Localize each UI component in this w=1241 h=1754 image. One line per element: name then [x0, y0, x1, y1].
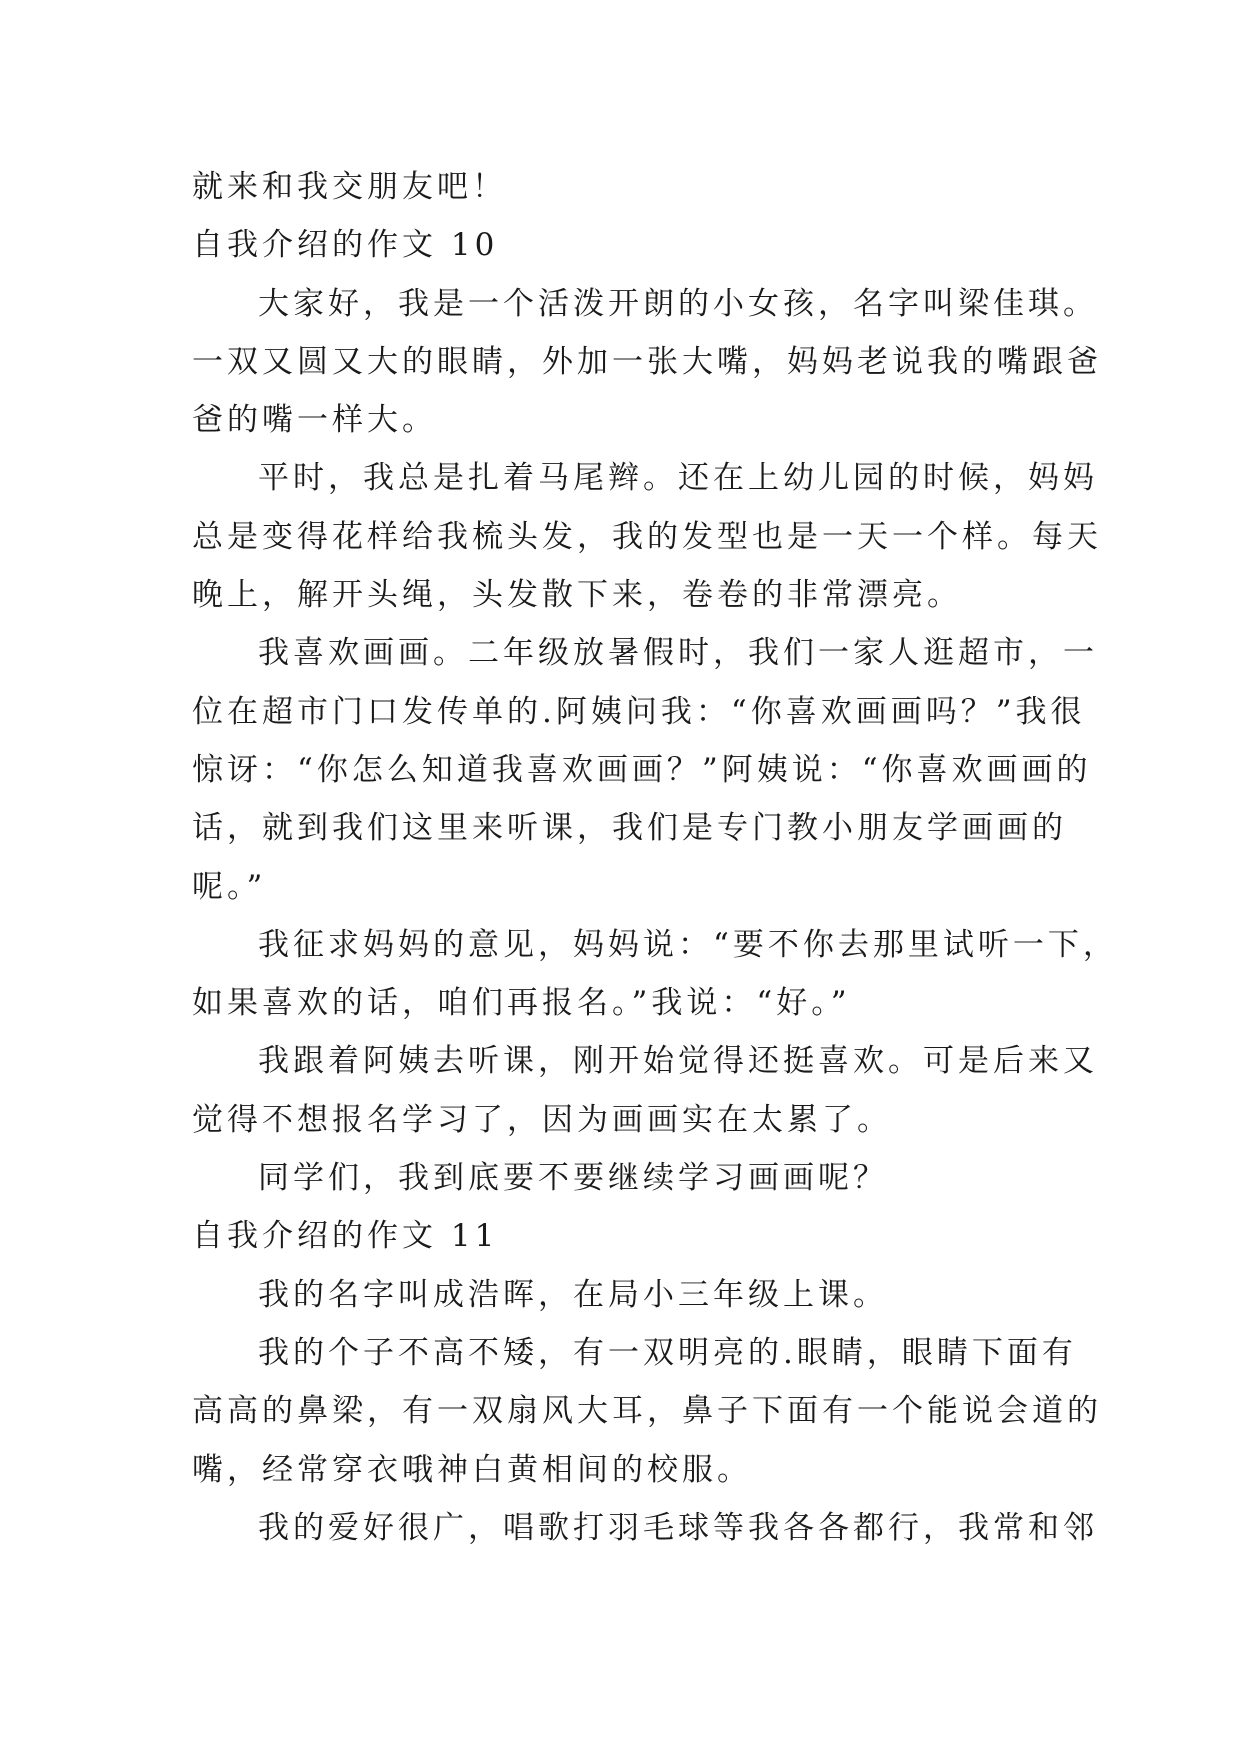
- text-line: 如果喜欢的话，咱们再报名。”我说：“好。”: [192, 985, 851, 1022]
- text-line: 位在超市门口发传单的.阿姨问我：“你喜欢画画吗？”我很: [192, 693, 1086, 730]
- text-line: 话，就到我们这里来听课，我们是专门教小朋友学画画的: [192, 810, 1067, 847]
- text-line: 嘴，经常穿衣哦神白黄相间的校服。: [192, 1451, 752, 1488]
- text-line: 就来和我交朋友吧！: [192, 169, 507, 205]
- text-line: 我喜欢画画。二年级放暑假时，我们一家人逛超市，一: [258, 635, 1098, 672]
- text-line: 同学们，我到底要不要继续学习画画呢？: [258, 1160, 888, 1197]
- text-line: 呢。”: [192, 868, 267, 905]
- section-heading: 自我介绍的作文 10: [192, 227, 499, 264]
- document-body: [192, 158, 1118, 1557]
- section-heading: 自我介绍的作文 11: [192, 1218, 499, 1255]
- text-line: 我征求妈妈的意见，妈妈说：“要不你去那里试听一下，: [258, 926, 1118, 963]
- text-line: 总是变得花样给我梳头发，我的发型也是一天一个样。每天: [192, 518, 1102, 555]
- text-line: 大家好，我是一个活泼开朗的小女孩，名字叫梁佳琪。: [258, 285, 1098, 322]
- text-line: 高高的鼻梁，有一双扇风大耳，鼻子下面有一个能说会道的: [192, 1393, 1102, 1430]
- text-line: 晚上，解开头绳，头发散下来，卷卷的非常漂亮。: [192, 577, 962, 614]
- text-line: 爸的嘴一样大。: [192, 402, 437, 439]
- text-line: 我的个子不高不矮，有一双明亮的.眼睛，眼睛下面有: [258, 1334, 1077, 1371]
- text-line: 一双又圆又大的眼睛，外加一张大嘴，妈妈老说我的嘴跟爸: [192, 343, 1102, 380]
- text-line: 我跟着阿姨去听课，刚开始觉得还挺喜欢。可是后来又: [258, 1043, 1098, 1080]
- text-line: 我的爱好很广，唱歌打羽毛球等我各各都行，我常和邻: [258, 1509, 1098, 1546]
- text-line: 我的名字叫成浩晖，在局小三年级上课。: [258, 1276, 888, 1313]
- text-line: 觉得不想报名学习了，因为画画实在太累了。: [192, 1101, 892, 1138]
- text-line: 平时，我总是扎着马尾辫。还在上幼儿园的时候，妈妈: [258, 460, 1098, 497]
- text-line: 惊讶：“你怎么知道我喜欢画画？”阿姨说：“你喜欢画画的: [192, 751, 1092, 788]
